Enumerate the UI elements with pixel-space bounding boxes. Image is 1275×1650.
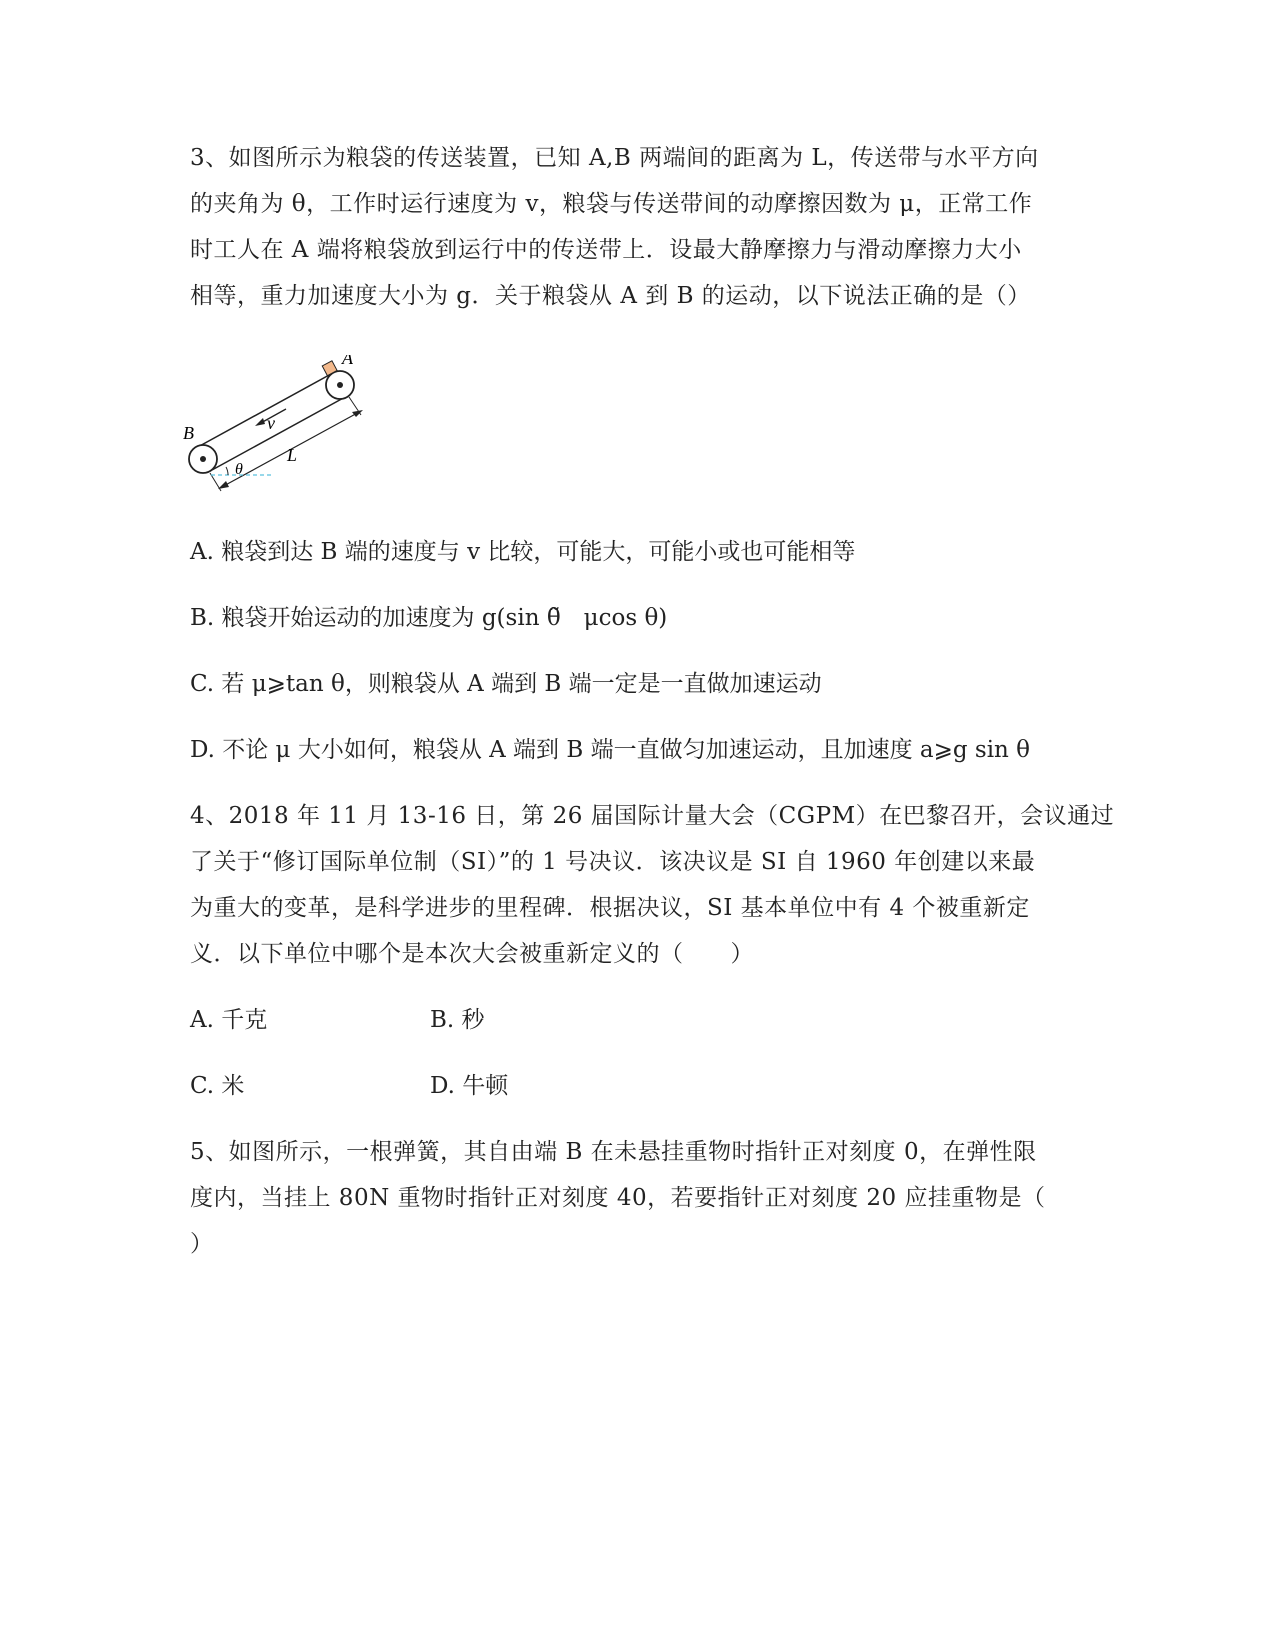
label-a: A: [342, 355, 353, 368]
belt-top-edge: [196, 374, 331, 448]
q4-option-a: A. 千克: [190, 1007, 268, 1033]
label-l: L: [287, 445, 298, 465]
conveyor-belt-figure: [183, 355, 393, 515]
q4-option-d: D. 牛顿: [430, 1073, 509, 1099]
q3-option-d: D. 不论 μ 大小如何，粮袋从 A 端到 B 端一直做匀加速运动，且加速度 a⩾g sin θ: [190, 737, 1031, 763]
q5-line-3: ）: [190, 1231, 214, 1257]
q4-option-c: C. 米: [190, 1073, 245, 1099]
length-tick-left: [210, 473, 221, 491]
q4-line-1: 4、2018 年 11 月 13-16 日，第 26 届国际计量大会（CGPM）在巴黎召开，会议通过: [190, 803, 1115, 829]
pulley-a-axle: [337, 382, 343, 388]
label-b: B: [183, 423, 194, 443]
q3-option-b: B. 粮袋开始运动的加速度为 g(sin θ̃ μcos θ): [190, 605, 668, 631]
label-theta: θ: [235, 461, 243, 478]
q5-line-1: 5、如图所示，一根弹簧，其自由端 B 在未悬挂重物时指针正对刻度 0，在弹性限: [190, 1139, 1037, 1165]
q3-line-2: 的夹角为 θ，工作时运行速度为 v，粮袋与传送带间的动摩擦因数为 μ，正常工作: [190, 191, 1033, 217]
q3-line-4: 相等，重力加速度大小为 g．关于粮袋从 A 到 B 的运动，以下说法正确的是（）: [190, 283, 1031, 309]
length-arrowhead-right: [352, 410, 363, 417]
length-arrowhead-left: [218, 481, 229, 489]
belt-bottom-edge: [212, 396, 347, 470]
velocity-arrowhead: [255, 418, 265, 426]
q4-line-3: 为重大的变革，是科学进步的里程碑．根据决议，SI 基本单位中有 4 个被重新定: [190, 895, 1030, 921]
q3-line-1: 3、如图所示为粮袋的传送装置，已知 A,B 两端间的距离为 L，传送带与水平方向: [190, 145, 1039, 171]
angle-arc: [226, 467, 228, 475]
q3-option-a: A. 粮袋到达 B 端的速度与 v 比较，可能大，可能小或也可能相等: [190, 539, 856, 565]
q4-line-2: 了关于“修订国际单位制（SI）”的 1 号决议．该决议是 SI 自 1960 年创建以来最: [190, 849, 1036, 875]
pulley-b-axle: [200, 456, 206, 462]
q5-line-2: 度内，当挂上 80N 重物时指针正对刻度 40，若要指针正对刻度 20 应挂重物是（: [190, 1185, 1046, 1211]
q4-line-4: 义．以下单位中哪个是本次大会被重新定义的（ ）: [190, 941, 754, 967]
q3-line-3: 时工人在 A 端将粮袋放到运行中的传送带上．设最大静摩擦力与滑动摩擦力大小: [190, 237, 1022, 263]
q4-option-b: B. 秒: [430, 1007, 485, 1033]
q3-option-c: C. 若 μ⩾tan θ，则粮袋从 A 端到 B 端一定是一直做加速运动: [190, 671, 822, 697]
label-v: v: [267, 413, 275, 433]
